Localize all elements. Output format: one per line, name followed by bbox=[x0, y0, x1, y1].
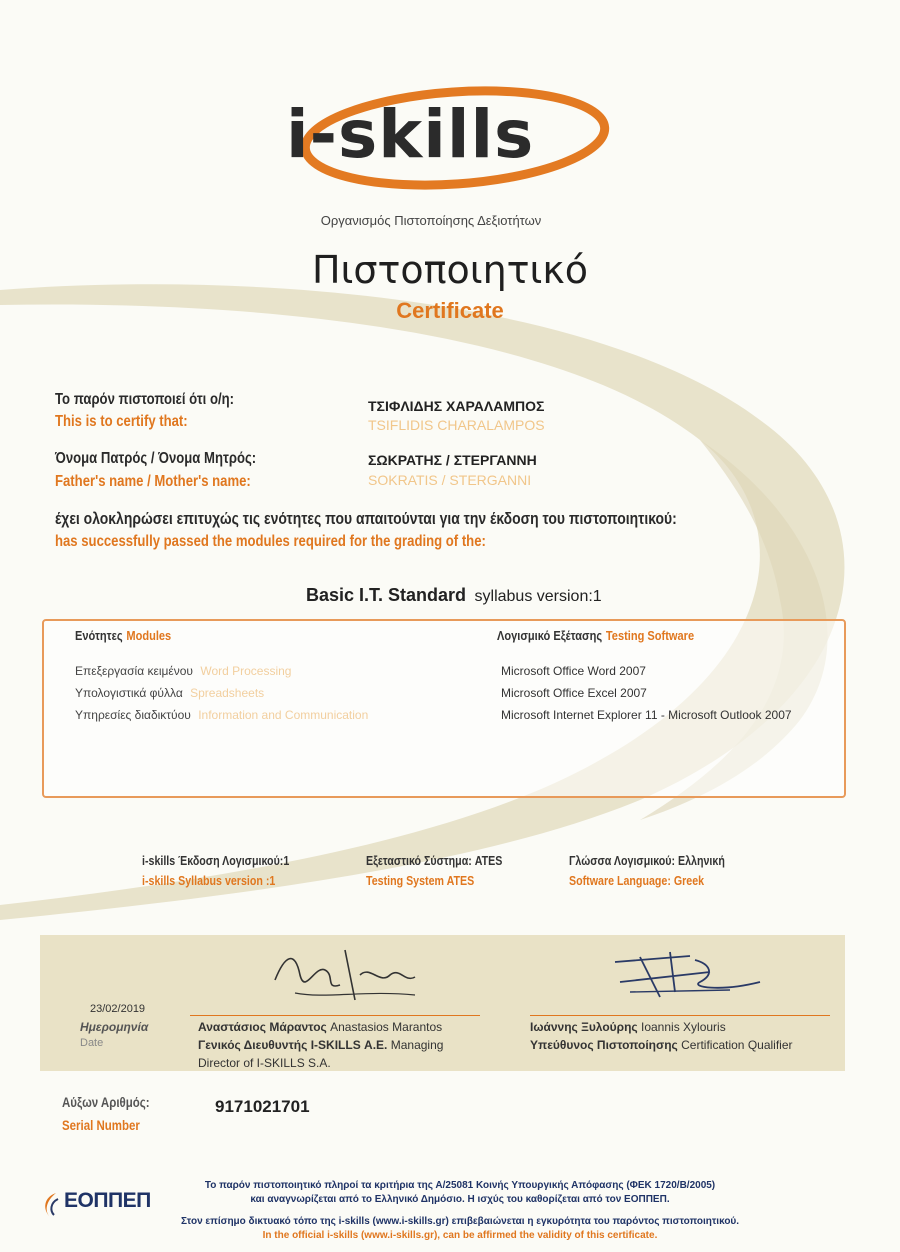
parents-label-en: Father's name / Mother's name: bbox=[55, 473, 251, 490]
language-gr: Γλώσσα Λογισμικού: Ελληνική bbox=[569, 853, 725, 868]
signature-1 bbox=[255, 935, 435, 1010]
software-header bbox=[497, 627, 694, 645]
software-header-gr: Λογισμικό Εξέτασης bbox=[497, 628, 603, 643]
signer1-title-en1: Managing bbox=[390, 1038, 444, 1052]
software-header-en: Testing Software bbox=[605, 628, 695, 643]
holder-name-en: TSIFLIDIS CHARALAMPOS bbox=[368, 417, 545, 433]
module-gr: Επεξεργασία κειμένου bbox=[75, 664, 193, 678]
standard-line bbox=[306, 585, 602, 606]
signature-line-2 bbox=[530, 1015, 830, 1016]
org-name: Οργανισμός Πιστοποίησης Δεξιοτήτων bbox=[320, 213, 542, 228]
signer2-name bbox=[530, 1020, 726, 1034]
date-label-gr: Ημερομηνία bbox=[80, 1020, 149, 1034]
signer2-name-gr: Ιωάννης Ξυλούρης bbox=[530, 1020, 638, 1034]
module-row bbox=[75, 708, 368, 722]
statement-en: has successfully passed the modules required for the grading of the: bbox=[55, 533, 486, 550]
testing-gr: Εξεταστικό Σύστημα: ATES bbox=[366, 853, 503, 868]
modules-header-en: Modules bbox=[126, 628, 172, 643]
module-software: Microsoft Office Word 2007 bbox=[501, 664, 646, 678]
signer1-title-en2: Director of I-SKILLS S.A. bbox=[198, 1056, 331, 1070]
syllabus-info bbox=[142, 853, 289, 888]
module-en: Word Processing bbox=[200, 664, 292, 678]
eoppep-logo bbox=[38, 1185, 168, 1225]
serial-number: 9171021701 bbox=[215, 1097, 310, 1116]
testing-en: Testing System ATES bbox=[366, 873, 475, 888]
signer2-title bbox=[530, 1038, 793, 1052]
module-software: Microsoft Office Excel 2007 bbox=[501, 686, 647, 700]
certify-label-gr: Το παρόν πιστοποιεί ότι ο/η: bbox=[55, 391, 235, 408]
language-info bbox=[569, 853, 725, 888]
holder-name-gr: ΤΣΙΦΛΙΔΗΣ ΧΑΡΑΛΑΜΠΟΣ bbox=[368, 398, 545, 414]
eoppep-text: ΕΟΠΠΕΠ bbox=[64, 1189, 151, 1212]
module-gr: Υπολογιστικά φύλλα bbox=[75, 686, 183, 700]
statement-gr: έχει ολοκληρώσει επιτυχώς τις ενότητες που απαιτούνται για την έκδοση του πιστοποιητικού: bbox=[55, 509, 677, 528]
footer-line-3: Στον επίσημο δικτυακό τόπο της i-skills (www.i-skills.gr) επιβεβαιώνεται η εγκυρότητα του παρόντος πιστοποιητικού. bbox=[180, 1216, 740, 1227]
module-en: Spreadsheets bbox=[190, 686, 265, 700]
title-en: Certificate bbox=[396, 298, 504, 323]
module-row bbox=[75, 664, 291, 678]
signer1-title bbox=[198, 1038, 443, 1052]
modules-header-gr: Ενότητες bbox=[75, 628, 123, 643]
standard-name: Basic I.T. Standard bbox=[306, 585, 467, 605]
signer1-title-gr: Γενικός Διευθυντής I-SKILLS Α.Ε. bbox=[198, 1038, 388, 1052]
parents-gr: ΣΩΚΡΑΤΗΣ / ΣΤΕΡΓΑΝΝΗ bbox=[368, 452, 537, 468]
signer1-name-gr: Αναστάσιος Μάραντος bbox=[198, 1020, 327, 1034]
title-gr: Πιστοποιητικό bbox=[311, 248, 589, 292]
module-en: Information and Communication bbox=[198, 708, 369, 722]
certify-label-en: This is to certify that: bbox=[55, 413, 188, 430]
footer-line-4: In the official i-skills (www.i-skills.gr), can be affirmed the validity of this certificate. bbox=[262, 1230, 658, 1241]
signer2-name-en: Ioannis Xylouris bbox=[641, 1020, 726, 1034]
logo-text: i-skills bbox=[286, 96, 535, 173]
signature-2 bbox=[600, 942, 780, 1007]
signer1-name-en: Anastasios Marantos bbox=[330, 1020, 443, 1034]
language-en: Software Language: Greek bbox=[569, 873, 705, 888]
signature-line-1 bbox=[190, 1015, 480, 1016]
syllabus-en: i-skills Syllabus version :1 bbox=[142, 873, 276, 888]
serial-label-en: Serial Number bbox=[62, 1117, 140, 1133]
signer2-title-gr: Υπεύθυνος Πιστοποίησης bbox=[530, 1038, 678, 1052]
module-row bbox=[75, 686, 264, 700]
standard-syllabus: syllabus version:1 bbox=[474, 588, 602, 605]
signer1-name bbox=[198, 1020, 442, 1034]
parents-label-gr: Όνομα Πατρός / Όνομα Μητρός: bbox=[55, 450, 257, 467]
syllabus-gr: i-skills Έκδοση Λογισμικού:1 bbox=[142, 853, 290, 868]
modules-header bbox=[75, 627, 171, 645]
serial-label-gr: Αύξων Αριθμός: bbox=[62, 1094, 150, 1110]
footer-line-1: Το παρόν πιστοποιητικό πληροί τα κριτήρια της Α/25081 Κοινής Υπουργικής Απόφασης (ΦΕΚ 1720/Β/2005) bbox=[204, 1180, 716, 1191]
footer-line-2: και αναγνωρίζεται από το Ελληνικό Δημόσιο. Η ισχύς του καθορίζεται από τον ΕΟΠΠΕΠ. bbox=[250, 1194, 670, 1205]
module-software: Microsoft Internet Explorer 11 - Microsoft Outlook 2007 bbox=[501, 708, 792, 722]
module-gr: Υπηρεσίες διαδικτύου bbox=[75, 708, 191, 722]
logo bbox=[280, 80, 620, 210]
signer2-title-en: Certification Qualifier bbox=[681, 1038, 793, 1052]
parents-en: SOKRATIS / STERGANNI bbox=[368, 472, 532, 488]
date-label-en: Date bbox=[80, 1037, 104, 1049]
date-value: 23/02/2019 bbox=[90, 1003, 146, 1015]
eoppep-swirl-icon bbox=[38, 1189, 62, 1221]
testing-info bbox=[366, 853, 502, 888]
